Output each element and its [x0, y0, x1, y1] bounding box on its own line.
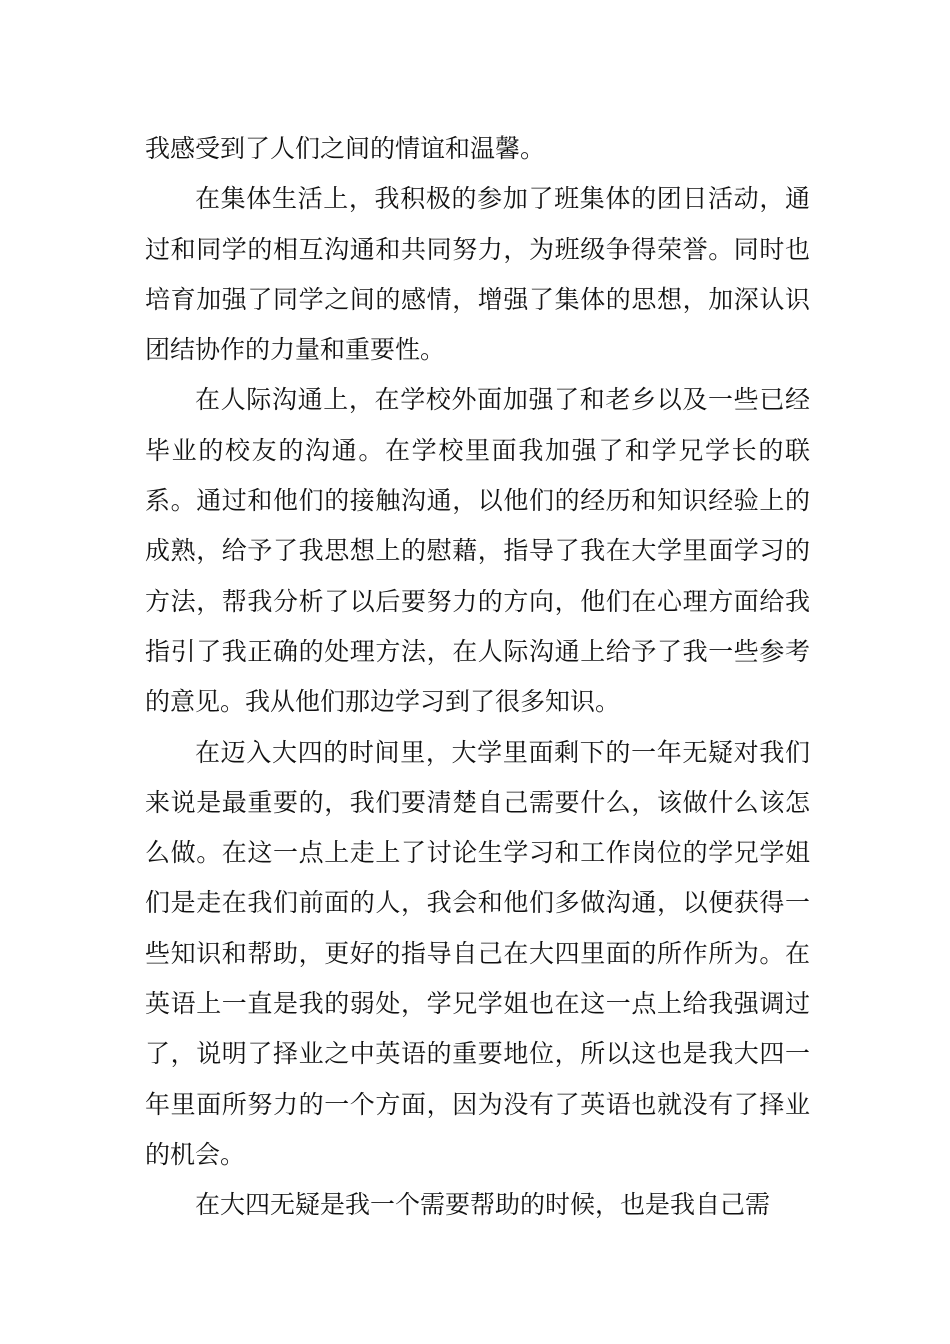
- paragraph-continuation: 我感受到了人们之间的情谊和温馨。: [145, 134, 546, 163]
- paragraph-senior-year: 在迈入大四的时间里，大学里面剩下的一年无疑对我们来说是最重要的，我们要清楚自己需要什么，该做什么该怎么做。在这一点上走上了讨论生学习和工作岗位的学兄学姐们是走在我们前面的人，我会和他们多做沟通，以便获得一些知识和帮助，更好的指导自己在大四里面的所作所为。在英语上一直是我的弱处，学兄学姐也在这一点上给我强调过了，说明了择业之中英语的重要地位，所以这也是我大四一年里面所努力的一个方面，因为没有了英语也就没有了择业的机会。: [145, 737, 810, 1169]
- document-body: [145, 124, 810, 1231]
- paragraph-collective-life: 在集体生活上，我积极的参加了班集体的团日活动，通过和同学的相互沟通和共同努力，为班级争得荣誉。同时也培育加强了同学之间的感情，增强了集体的思想，加深认识团结协作的力量和重要性。: [145, 184, 810, 365]
- paragraph-interpersonal-communication: 在人际沟通上，在学校外面加强了和老乡以及一些已经毕业的校友的沟通。在学校里面我加强了和学兄学长的联系。通过和他们的接触沟通，以他们的经历和知识经验上的成熟，给予了我思想上的慰藉，指导了我在大学里面学习的方法，帮我分析了以后要努力的方向，他们在心理方面给我指引了我正确的处理方法，在人际沟通上给予了我一些参考的意见。我从他们那边学习到了很多知识。: [145, 385, 810, 717]
- paragraph-senior-year-help: 在大四无疑是我一个需要帮助的时候，也是我自己需: [195, 1190, 771, 1220]
